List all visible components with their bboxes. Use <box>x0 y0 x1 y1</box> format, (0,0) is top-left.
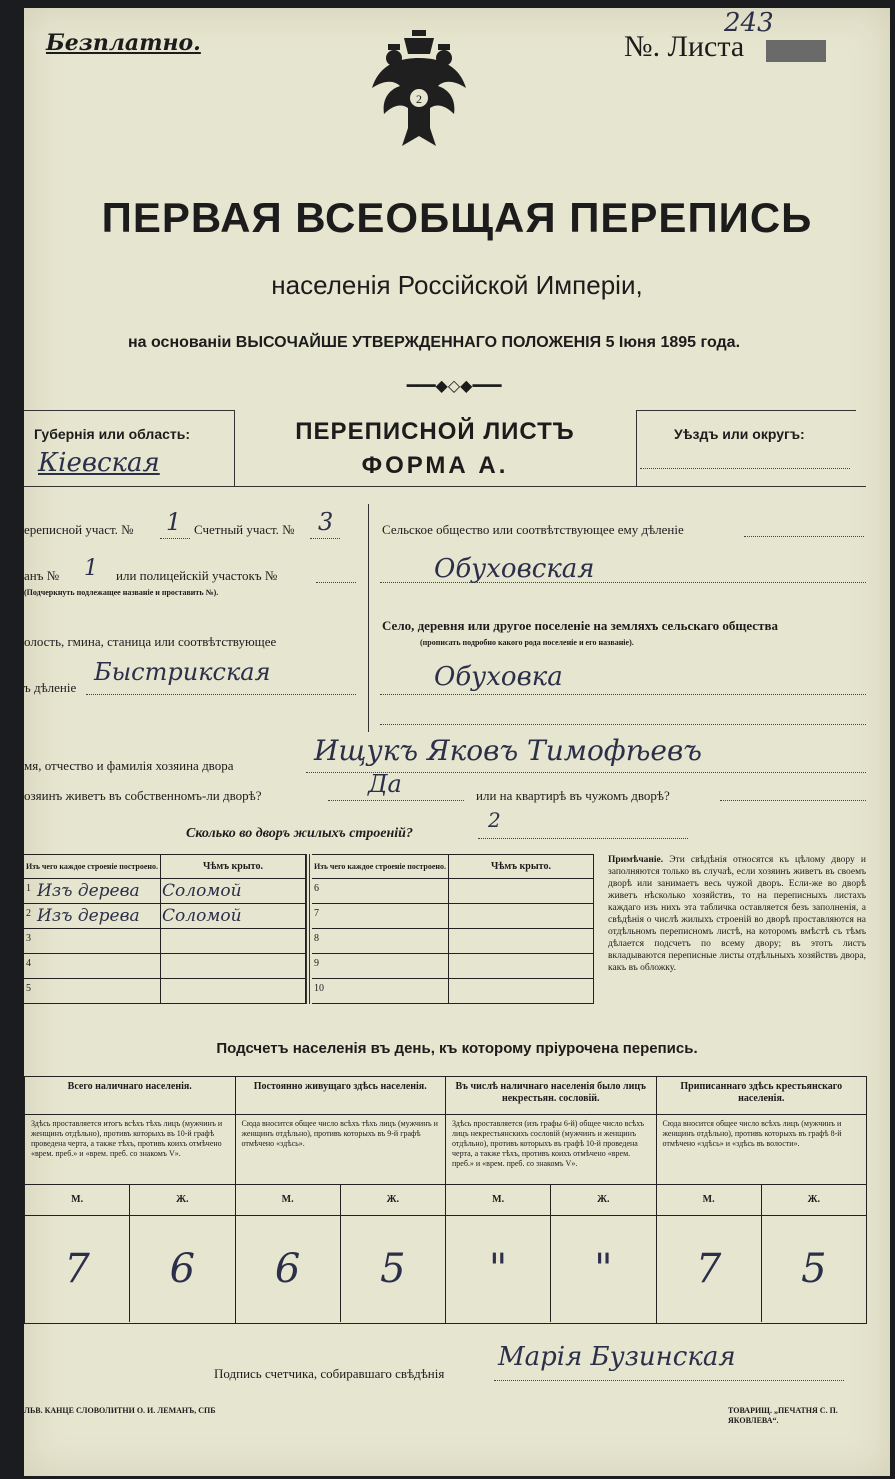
female-header: Ж. <box>386 1194 400 1205</box>
schetny-label: Счетный участ. № <box>194 522 295 537</box>
building-row <box>24 929 306 954</box>
building-roof-value <box>449 979 594 1004</box>
building-roof-value <box>449 879 594 904</box>
building-material-value: Изъ дерева <box>37 906 140 926</box>
society-label: Сельское общество или соотвѣтствующее ему дѣленіе <box>382 522 684 537</box>
uchastok-label: ереписной участ. № <box>24 522 134 537</box>
police-label: или полицейскій участокъ № <box>116 568 278 583</box>
building-row <box>24 904 306 929</box>
guberniya-value: Кіевская <box>38 448 160 478</box>
count-group-description: Здѣсь проставляется (изъ графы 6-й) общее число всѣхъ лицъ некрестьянскихъ сословій (мужчинъ и женщинъ отдѣльно), противъ которыхъ въ графѣ 10-й проведена черта, а также тѣхъ, противъ коихъ отмѣчено «врем. преб.» и «врем. преб. со знакомъ V». <box>446 1115 656 1185</box>
building-number: 5 <box>26 983 31 994</box>
count-group-description: Сюда вносится общее число всѣхъ тѣхъ лицъ (мужчинъ и женщинъ отдѣльно), противъ которыхъ въ 9-й графѣ отмѣчено «здѣсь». <box>236 1115 446 1185</box>
building-row <box>24 979 306 1004</box>
svg-text:2: 2 <box>416 92 422 106</box>
census-sheet <box>24 8 890 1476</box>
count-group-description: Сюда вносится общее число всѣхъ лицъ (мужчинъ и женщинъ отдѣльно), противъ которыхъ въ графѣ 8-й отмѣчено «здѣсь» и «здѣсь въ волости». <box>657 1115 867 1185</box>
building-material-cell <box>24 954 161 979</box>
count-group <box>235 1077 446 1323</box>
female-count-value: " <box>594 1246 613 1292</box>
building-row <box>24 954 306 979</box>
building-material-cell <box>312 954 449 979</box>
form-subtitle: ФОРМА А. <box>361 452 509 479</box>
uchastok-value: 1 <box>166 508 182 536</box>
own-yard-value: Да <box>368 770 402 798</box>
note-title: Примѣчаніе. <box>608 855 664 865</box>
stan-value: 1 <box>84 556 98 581</box>
building-number: 9 <box>314 958 319 969</box>
building-row <box>312 904 594 929</box>
count-group <box>445 1077 656 1323</box>
sheet-number-label: №. Листа <box>624 30 745 63</box>
female-count-value: 5 <box>380 1246 406 1292</box>
count-group-description: Здѣсь проставляется итогъ всѣхъ тѣхъ лицъ (мужчинъ и женщинъ отдѣльно), противъ которыхъ въ 10-й графѣ проведена черта, а также тѣхъ, противъ коихъ отмѣчено «врем. преб.» и «врем. преб. со знакомъ V». <box>25 1115 235 1185</box>
male-header: М. <box>25 1185 130 1215</box>
owner-name-label: мя, отчество и фамилія хозяина двора <box>24 758 234 773</box>
count-table <box>24 1076 867 1324</box>
building-material-cell <box>312 904 449 929</box>
buildings-count-label: Сколько во дворъ жилыхъ строеній? <box>186 826 413 841</box>
building-roof-value: Соломой <box>162 906 242 926</box>
stan-label: анъ № <box>24 568 60 583</box>
basis-line: на основаніи ВЫСОЧАЙШЕ УТВЕРЖДЕННАГО ПОЛОЖЕНІЯ 5 Іюня 1895 года. <box>127 334 741 351</box>
building-number: 7 <box>314 908 319 919</box>
ornament-divider: ━━━◆◇◆━━━ <box>406 378 502 395</box>
count-group-head: Всего наличнаго населенія. <box>25 1077 235 1115</box>
volost-value: Быстрикская <box>94 658 271 686</box>
signature-value: Марія Бузинская <box>498 1342 736 1372</box>
building-row <box>312 954 594 979</box>
redaction-block <box>766 40 826 62</box>
buildings-count-value: 2 <box>488 808 501 832</box>
page-title: ПЕРВАЯ ВСЕОБЩАЯ ПЕРЕПИСЬ <box>101 194 813 241</box>
society-value: Обуховская <box>434 554 595 584</box>
male-count-value: 7 <box>657 1216 762 1322</box>
building-number: 1 <box>26 883 31 894</box>
building-roof-value <box>161 954 306 979</box>
own-yard-label: озяинъ живетъ въ собственномъ-ли дворѣ? <box>24 788 262 803</box>
signature-label: Подпись счетчика, собиравшаго свѣдѣнія <box>214 1366 445 1381</box>
building-row <box>312 979 594 1004</box>
male-header: М. <box>236 1185 341 1215</box>
building-row <box>24 879 306 904</box>
footer-printer-right: ТОВАРИЩ. „ПЕЧАТНЯ С. П. ЯКОВЛЕВА“. <box>728 1406 838 1425</box>
building-material-cell <box>312 879 449 904</box>
building-number: 4 <box>26 958 31 969</box>
page-subtitle: населенія Россійской Имперіи, <box>271 270 643 300</box>
building-roof-value: Соломой <box>162 881 242 901</box>
male-count-value: 7 <box>25 1216 130 1322</box>
buildings-table-right <box>312 854 594 1004</box>
selo-label: Село, деревня или другое поселеніе на земляхъ сельскаго общества <box>382 618 778 633</box>
uezd-label: Уѣздъ или округъ: <box>674 426 805 442</box>
owner-name-value: Ищукъ Яковъ Тимофѣевъ <box>314 734 702 767</box>
footer-printer-left: ЛЬВ. КАНЦЕ СЛОВОЛИТНИ О. И. ЛЕМАНЪ, СПБ <box>24 1406 216 1415</box>
col-roof-header: Чѣмъ крыто. <box>203 860 263 872</box>
note-text: Эти свѣдѣнія относятся къ цѣлому двору и заполняются только въ случаѣ, если хозяинъ живетъ въ своемъ дворѣ или занимаетъ весь чужой дворъ. Если-же во дворѣ живетъ нѣсколько хозяйствъ, то на переписныхъ листахъ каждаго изъ нихъ эта табличка оставляется безъ заполненія, а свѣдѣнія о числѣ жилыхъ строеній во дворѣ проставляются на отдѣльномъ переписномъ листѣ, на которомъ вмѣстѣ съ тѣмъ дѣлается подсчетъ по всему двору; въ этотъ листъ вкладываются переписные листы отдѣльныхъ хозяйствъ двора, какъ въ обложку. <box>608 855 867 973</box>
schetny-value: 3 <box>318 508 334 536</box>
building-row <box>312 929 594 954</box>
building-material-cell <box>24 979 161 1004</box>
building-material-value: Изъ дерева <box>37 881 140 901</box>
female-header: Ж. <box>597 1194 610 1205</box>
buildings-table-left <box>24 854 306 1004</box>
building-number: 6 <box>314 883 319 894</box>
building-number: 8 <box>314 933 319 944</box>
count-title: Подсчетъ населенія въ день, къ которому пріурочена перепись. <box>216 1040 698 1057</box>
form-title: ПЕРЕПИСНОЙ ЛИСТЪ <box>295 418 575 445</box>
count-group <box>656 1077 867 1323</box>
count-group-head: Приписаннаго здѣсь крестьянскаго населенія. <box>657 1077 867 1115</box>
col-material-header-2: Изъ чего каждое строеніе построено. <box>312 855 449 879</box>
free-label: Безплатно. <box>46 30 201 56</box>
male-header: М. <box>657 1185 762 1215</box>
volost-label-2: ъ дѣленіе <box>24 680 77 695</box>
building-roof-value <box>449 904 594 929</box>
eagle-emblem-icon <box>364 28 474 158</box>
building-material-cell <box>312 929 449 954</box>
count-group-head: Въ числѣ наличнаго населенія было лицъ некрестьян. сословій. <box>446 1077 656 1115</box>
sheet-number-value: 243 <box>724 8 774 38</box>
selo-note: (прописать подробно какого рода поселеніе и его названіе). <box>420 638 634 647</box>
female-header: Ж. <box>807 1194 821 1205</box>
building-material-cell <box>24 879 161 904</box>
female-count-value: 6 <box>169 1246 196 1292</box>
building-row <box>312 879 594 904</box>
female-count-value: 5 <box>801 1246 827 1292</box>
rent-label: или на квартирѣ въ чужомъ дворѣ? <box>476 788 670 803</box>
building-roof-value <box>161 929 306 954</box>
selo-value: Обуховка <box>434 662 563 692</box>
female-header: Ж. <box>176 1194 189 1205</box>
male-header: М. <box>446 1185 551 1215</box>
note-block <box>608 854 866 974</box>
building-number: 3 <box>26 933 31 944</box>
building-roof-value <box>449 929 594 954</box>
building-roof-value <box>161 979 306 1004</box>
count-group <box>24 1077 235 1323</box>
building-number: 2 <box>26 908 31 919</box>
guberniya-label: Губернія или область: <box>34 426 191 442</box>
building-number: 10 <box>314 983 324 994</box>
male-count-value: " <box>446 1216 551 1322</box>
volost-label: олость, гмина, станица или соотвѣтствующее <box>24 634 277 649</box>
building-roof-value <box>449 954 594 979</box>
building-material-cell <box>24 929 161 954</box>
count-group-head: Постоянно живущаго здѣсь населенія. <box>236 1077 446 1115</box>
building-material-cell <box>24 904 161 929</box>
male-count-value: 6 <box>236 1216 341 1322</box>
col-material-header: Изъ чего каждое строеніе построено. <box>24 855 161 879</box>
building-material-cell <box>312 979 449 1004</box>
col-roof-header-2: Чѣмъ крыто. <box>491 860 551 872</box>
police-note: (Подчеркнуть подлежащее названіе и проставить №). <box>24 588 219 597</box>
